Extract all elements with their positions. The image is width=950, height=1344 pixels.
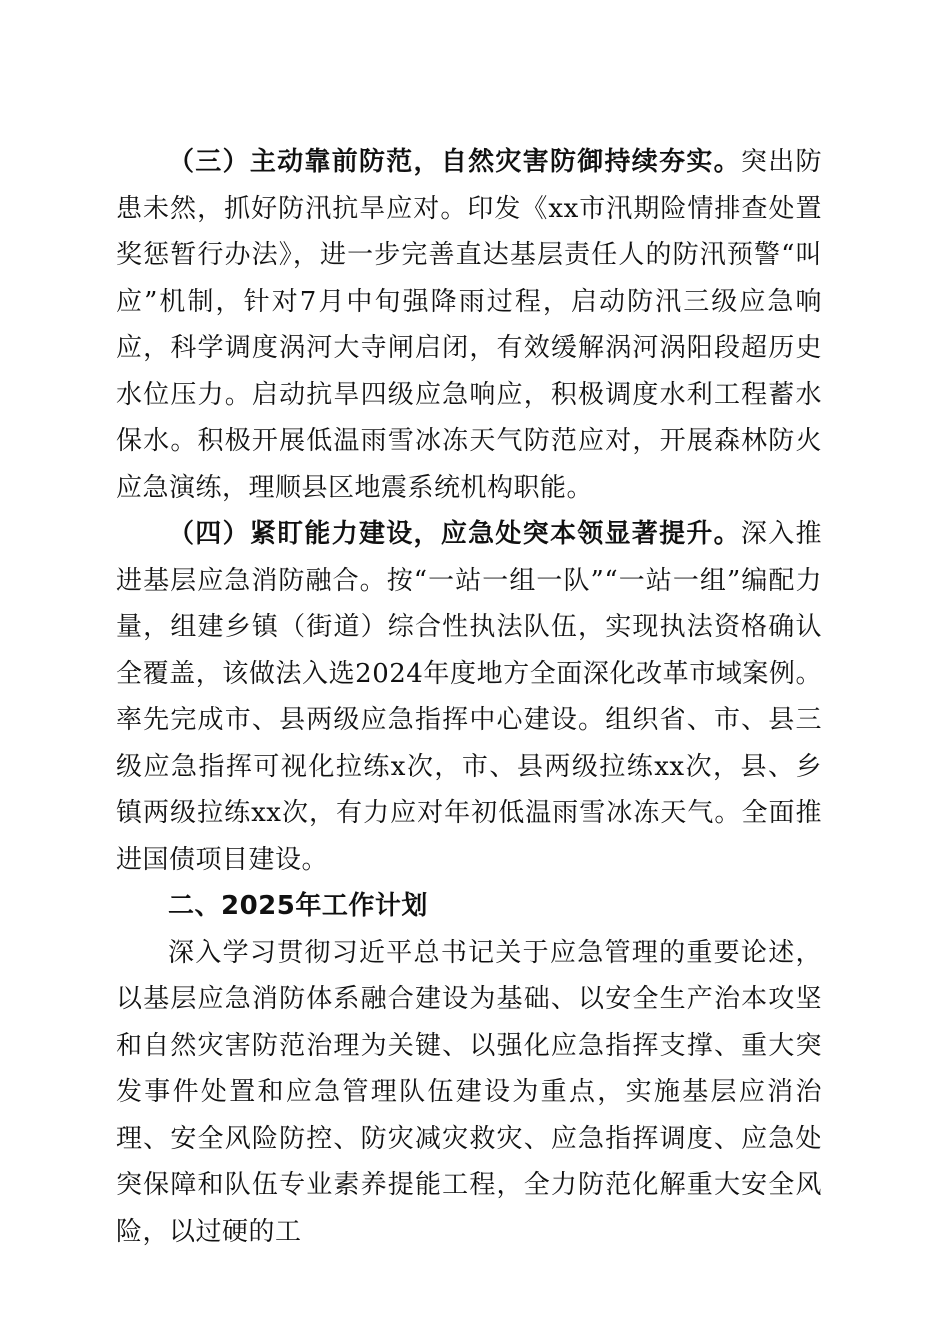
paragraph-section-4 [116,511,822,883]
section-3-body: 突出防患未然，抓好防汛抗旱应对。印发《xx市汛期险情排查处置奖惩暂行办法》，进一步完善直达基层责任人的防汛预警“叫应”机制，针对7月中旬强降雨过程，启动防汛三级应急响应，科学调度涡河大寺闸启闭，有效缓解涡河涡阳段超历史水位压力。启动抗旱四级应急响应，积极调度水利工程蓄水保水。积极开展低温雨雪冰冻天气防范应对，开展森林防火应急演练，理顺县区地震系统机构职能。 [116,147,822,503]
paragraph-section-3 [116,139,822,511]
document-body [116,139,822,1255]
section-heading-2025-plan: 二、2025年工作计划 [168,891,428,921]
section-4-body: 深入推进基层应急消防融合。按“一站一组一队”“一站一组”编配力量，组建乡镇（街道）综合性执法队伍，实现执法资格确认全覆盖，该做法入选2024年度地方全面深化改革市域案例。率先完成市、县两级应急指挥中心建设。组织省、市、县三级应急指挥可视化拉练x次，市、县两级拉练xx次，县、乡镇两级拉练xx次，有力应对年初低温雨雪冰冻天气。全面推进国债项目建设。 [116,519,822,875]
section-3-lead: （三）主动靠前防范，自然灾害防御持续夯实。 [168,147,741,177]
section-4-lead: （四）紧盯能力建设，应急处突本领显著提升。 [168,519,741,549]
paragraph-plan: 深入学习贯彻习近平总书记关于应急管理的重要论述，以基层应急消防体系融合建设为基础、以安全生产治本攻坚和自然灾害防范治理为关键、以强化应急指挥支撑、重大突发事件处置和应急管理队伍建设为重点，实施基层应消治理、安全风险防控、防灾减灾救灾、应急指挥调度、应急处突保障和队伍专业素养提能工程，全力防范化解重大安全风险，以过硬的工 [116,937,822,1247]
